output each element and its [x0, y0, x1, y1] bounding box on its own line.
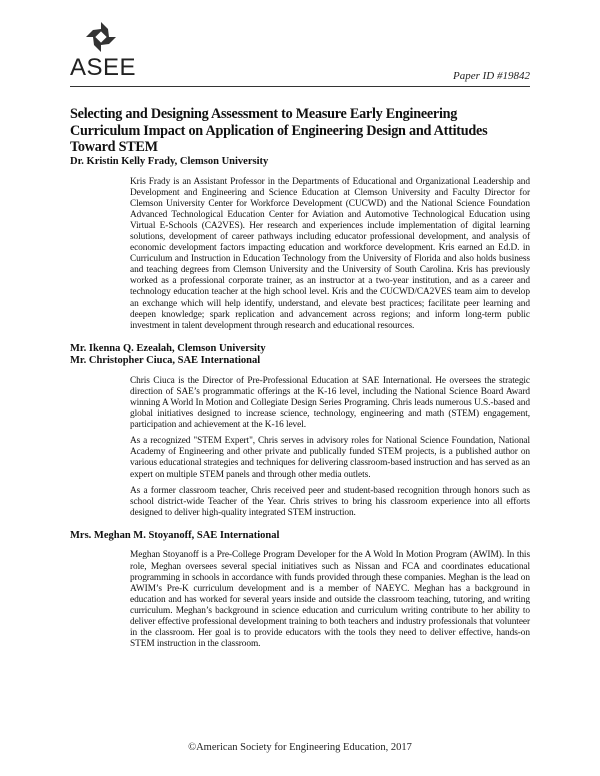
author-block-frady	[70, 156, 530, 332]
copyright-footer: ©American Society for Engineering Education, 2017	[188, 742, 412, 753]
bio-paragraph: As a recognized "STEM Expert", Chris serves in advisory roles for National Science Foundation, National Academy of Engineering and other private and publically funded STEM projects, is a published author on various educational strategies and techniques for delivering classroom-based instruction and has served as an expert on multiple STEM panels and through other media outlets.	[130, 436, 530, 480]
author-name: Dr. Kristin Kelly Frady, Clemson University	[70, 156, 269, 167]
bio-paragraph: Kris Frady is an Assistant Professor in the Departments of Educational and Organizational Leadership and Development and Engineering and Science Education at Clemson University and Faculty Director for Clemson University Center for Workforce Development (CUCWD) and the National Science Foundation Advanced Technological Education Center for Aviation and Automotive Technological Education using Virtual E-Schools (CA2VES). Her research and experiences include implementation of digital learning solutions, development of career pathways including educator professional development, and analysis of economic development factors impacting education and workforce development. Kris earned an Ed.D. in Curriculum and Instruction in Education Technology from the University of Florida and also holds business and teaching degrees from Clemson University and the University of South Carolina. Kris has previously worked as a professional corporate trainer, as an instructor at a two-year institution, and as a career and technology education teacher at the high school level. Kris and the CUCWD/CA2VES team aim to develop an exchange which will help identify, understand, and elevate best practices; facilitate peer learning and deepen knowledge; spark replication and advancement across regions; and inform long-term public investment in talent development through research and educational resources.	[130, 176, 530, 331]
logo-wordmark: ASEE	[70, 54, 137, 81]
author-section	[70, 156, 530, 661]
author-bio	[130, 376, 530, 519]
author-bio	[130, 550, 530, 650]
author-name: Mr. Ikenna Q. Ezealah, Clemson University	[70, 342, 266, 354]
author-block-stoyanoff	[70, 530, 530, 650]
asee-pinwheel-icon	[84, 20, 118, 54]
header-divider	[70, 86, 530, 87]
bio-paragraph: Chris Ciuca is the Director of Pre-Professional Education at SAE International. He oversees the strategic direction of SAE’s programmatic offerings at the K-16 level, including the National Science Board Award winning A World In Motion and Collegiate Design Series Programing. Chris leads numerous U.S.-based and global initiatives designed to increase science, technology, engineering and math (STEM) engagement, participation and achievement at the K-16 level.	[130, 375, 530, 431]
bio-paragraph: As a former classroom teacher, Chris received peer and student-based recognition through honors such as school district-wide Teacher of the Year. Chris strives to bring his classroom experience into all efforts designed to deliver high-quality integrated STEM instruction.	[130, 485, 530, 518]
author-block-ezealah-ciuca	[70, 343, 530, 519]
author-bio	[130, 177, 530, 332]
bio-paragraph: Meghan Stoyanoff is a Pre-College Program Developer for the A Wold In Motion Program (AWIM). In this role, Meghan oversees several special initiatives such as Nissan and FCA and coordinates educational programming in schools in accordance with funds provided through these companies. Meghan is the lead on AWIM’s Pre-K curriculum development and is a member of NAEYC. Meghan has a background in education and has worked for several years inside and outside the classroom teaching, tutoring, and writing curriculum. Meghan’s background in science education and curriculum writing contribute to her ability to deliver effective professional development training to both teachers and industry professionals that volunteer in the classroom. Her goal is to provide educators with the tools they need to deliver effective, hands-on STEM instruction in the classroom.	[130, 550, 530, 650]
author-name: Mrs. Meghan M. Stoyanoff, SAE International	[70, 529, 280, 541]
paper-title: Selecting and Designing Assessment to Measure Early Engineering Curriculum Impact on Application of Engineering Design and Attitudes Toward STEM	[70, 106, 488, 155]
author-name: Mr. Christopher Ciuca, SAE International	[70, 355, 261, 367]
paper-id: Paper ID #19842	[453, 70, 530, 82]
